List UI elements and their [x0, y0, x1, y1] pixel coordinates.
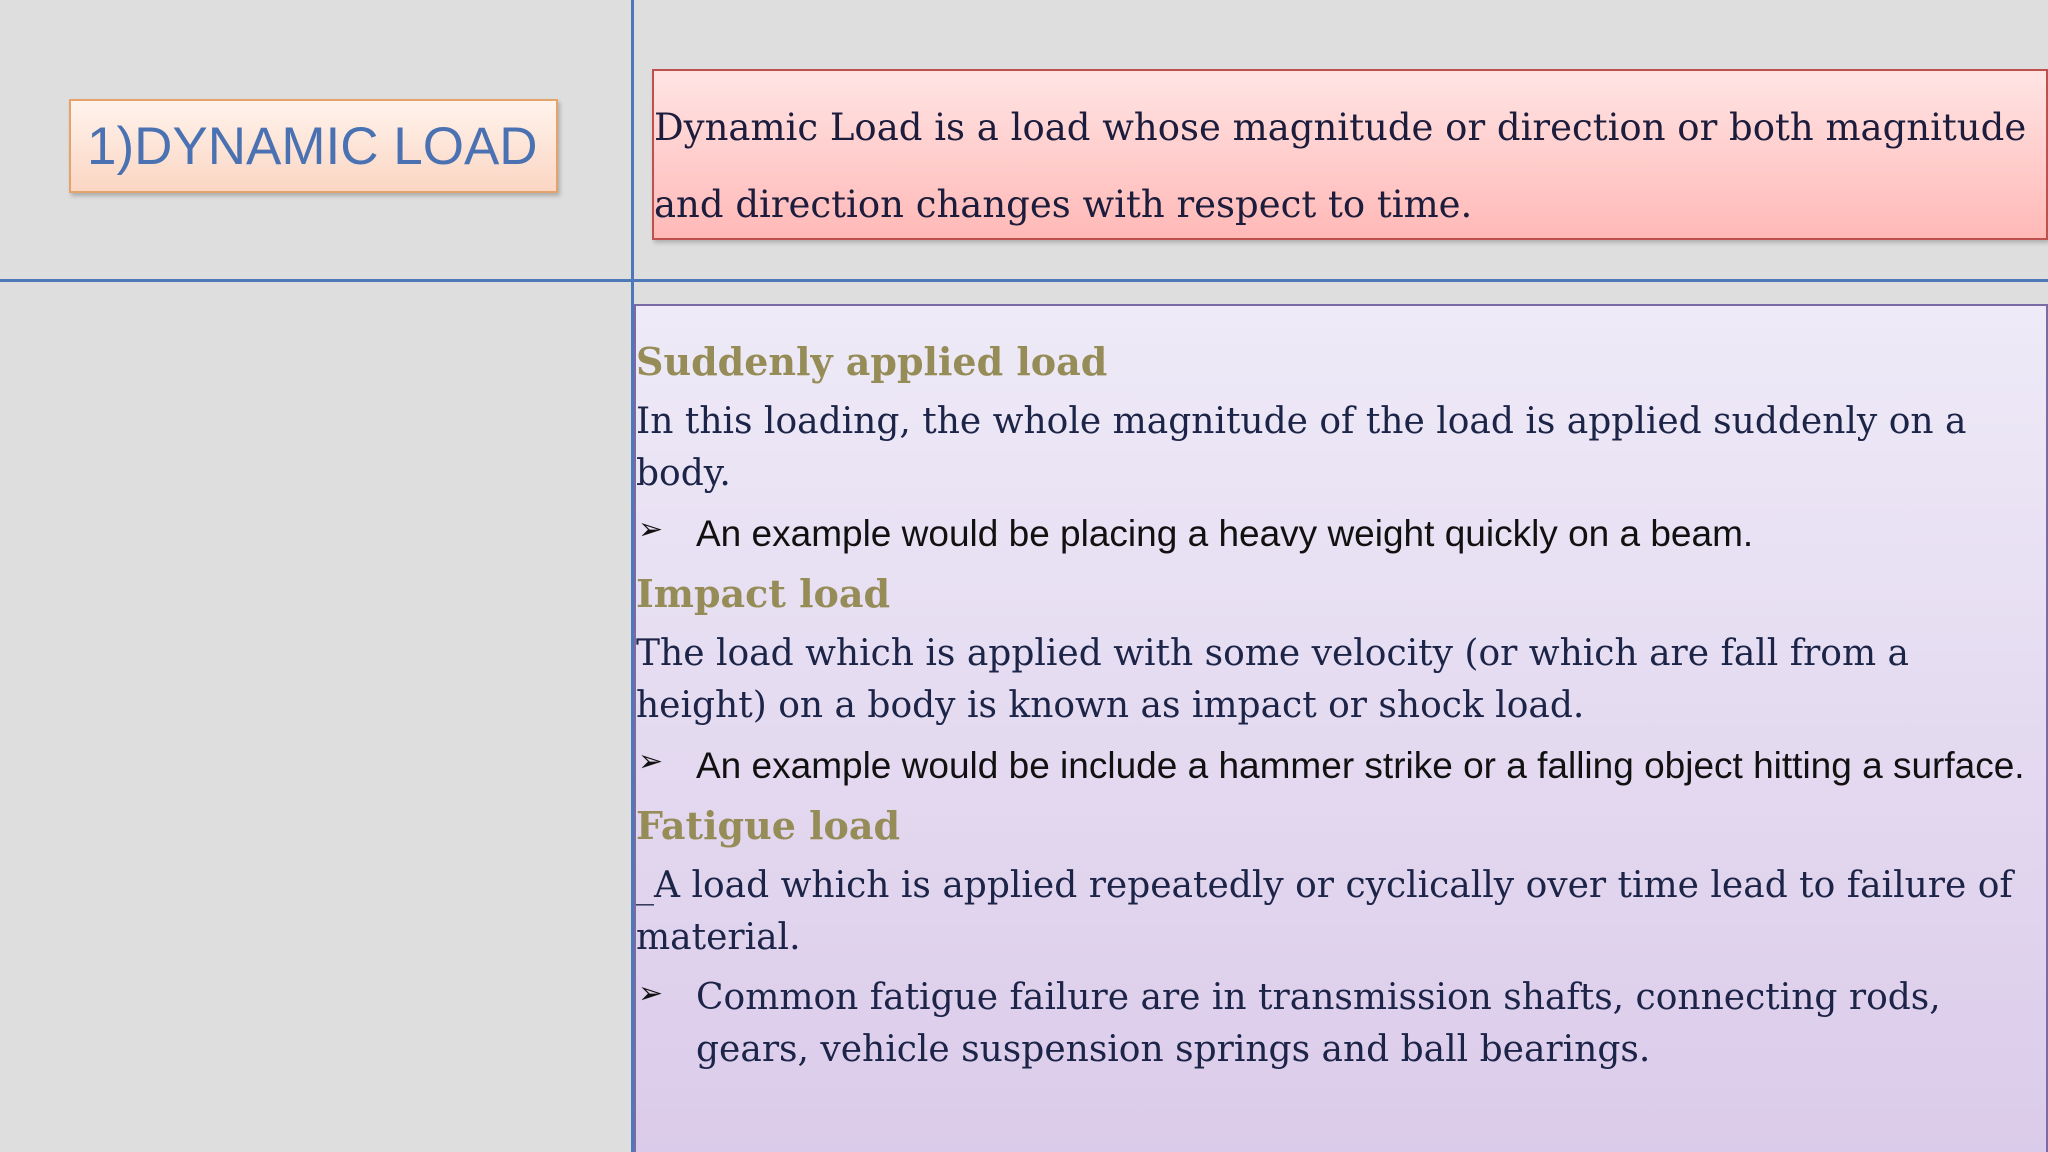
bullet-text: An example would be placing a heavy weight quickly on a beam. [696, 513, 1754, 554]
load-types-content-box [634, 304, 2048, 1152]
bullet-item [636, 972, 2046, 1076]
section-description: In this loading, the whole magnitude of the load is applied suddenly on a body. [636, 401, 1967, 494]
slide-title: 1)DYNAMIC LOAD [87, 116, 538, 176]
section-heading: Fatigue load [636, 803, 901, 848]
bullet-text: An example would be include a hammer strike or a falling object hitting a surface. [696, 745, 2025, 786]
section-description: The load which is applied with some velocity (or which are fall from a height) on a body is known as impact or shock load. [636, 633, 1910, 726]
section-heading: Suddenly applied load [636, 339, 1108, 384]
arrow-bullet-icon: ➢ [638, 976, 664, 1011]
definition-text: Dynamic Load is a load whose magnitude or direction or both magnitude and direction changes with respect to time. [654, 106, 2027, 226]
bullet-item [636, 740, 2046, 792]
section-heading: Impact load [636, 571, 891, 616]
title-box [69, 99, 558, 193]
arrow-bullet-icon: ➢ [638, 512, 664, 547]
bullet-text: Common fatigue failure are in transmission shafts, connecting rods, gears, vehicle suspension springs and ball bearings. [696, 977, 1941, 1070]
section-description: _A load which is applied repeatedly or cyclically over time lead to failure of material. [636, 865, 2013, 958]
arrow-bullet-icon: ➢ [638, 744, 664, 779]
bullet-item [636, 508, 2046, 560]
section-suddenly-applied-load [636, 336, 2046, 560]
horizontal-divider-line [0, 279, 2048, 282]
definition-box [652, 69, 2048, 240]
section-impact-load [636, 568, 2046, 792]
section-fatigue-load [636, 800, 2046, 1076]
